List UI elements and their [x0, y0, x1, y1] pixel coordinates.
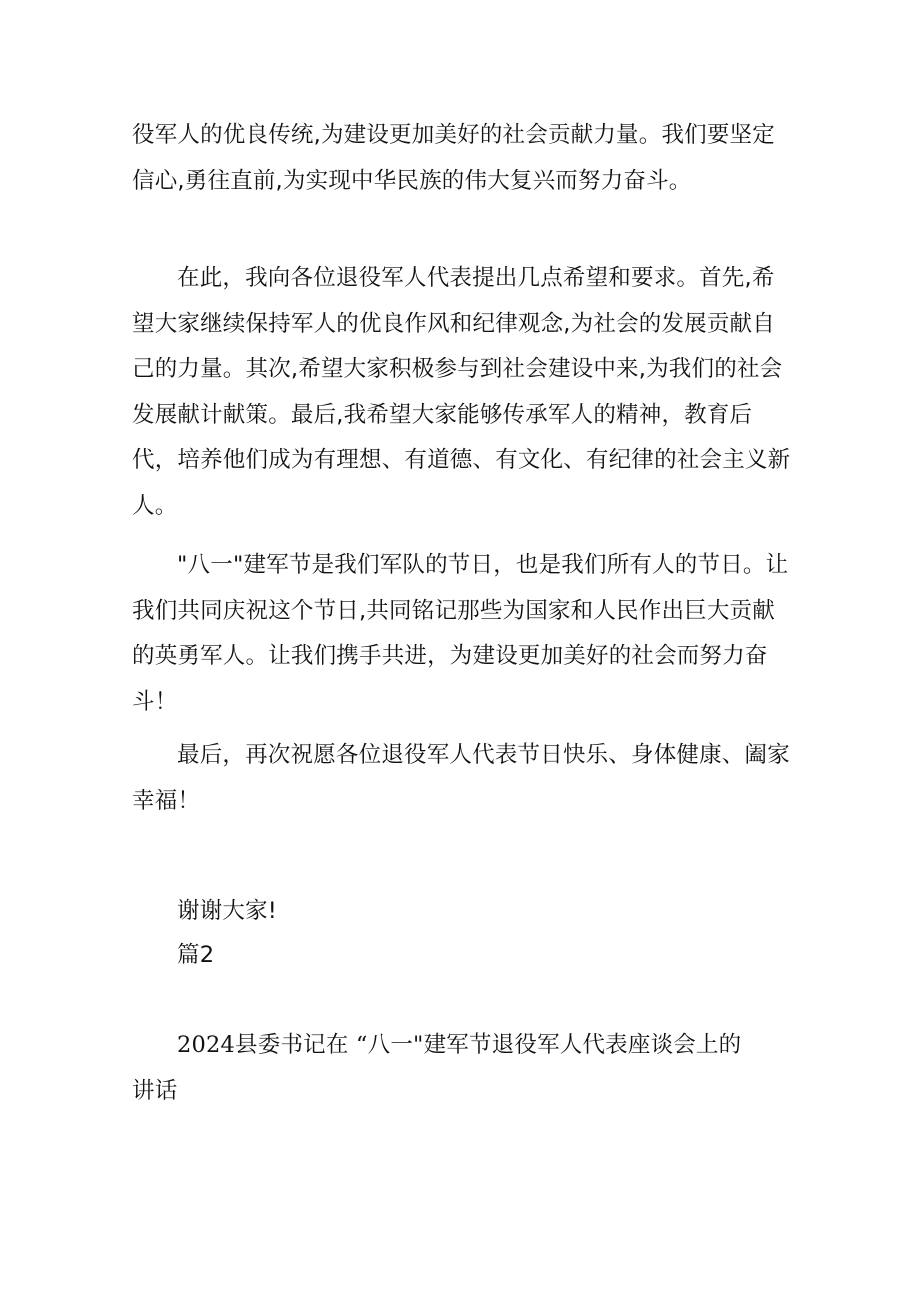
- speech-title: 2024县委书记在 “八一"建军节退役军人代表座谈会上的讲话: [132, 1032, 742, 1104]
- paragraph-closing-wishes: 最后，再次祝愿各位退役军人代表节日快乐、身体健康、阖家幸福！: [132, 742, 790, 814]
- paragraph-thanks: 谢谢大家!: [177, 898, 278, 924]
- paragraph-army-day-celebration: "八一"建军节是我们军队的节日，也是我们所有人的节日。让我们共同庆祝这个节日,共同铭记那些为国家和人民作出巨大贡献的英勇军人。让我们携手共进，为建设更加美好的社会而努力奋斗！: [132, 552, 789, 715]
- paragraph-hopes-and-requirements: 在此，我向各位退役军人代表提出几点希望和要求。首先,希望大家继续保持军人的优良作风和纪律观念,为社会的发展贡献自己的力量。其次,希望大家积极参与到社会建设中来,为我们的社会发展献计献策。最后,我希望大家能够传承军人的精神，教育后代，培养他们成为有理想、有道德、有文化、有纪律的社会主义新人。: [132, 265, 791, 519]
- paragraph-continued-tradition: 役军人的优良传统,为建设更加美好的社会贡献力量。我们要坚定信心,勇往直前,为实现中华民族的伟大复兴而努力奋斗。: [132, 122, 775, 194]
- section-heading-part2: 篇2: [177, 942, 215, 968]
